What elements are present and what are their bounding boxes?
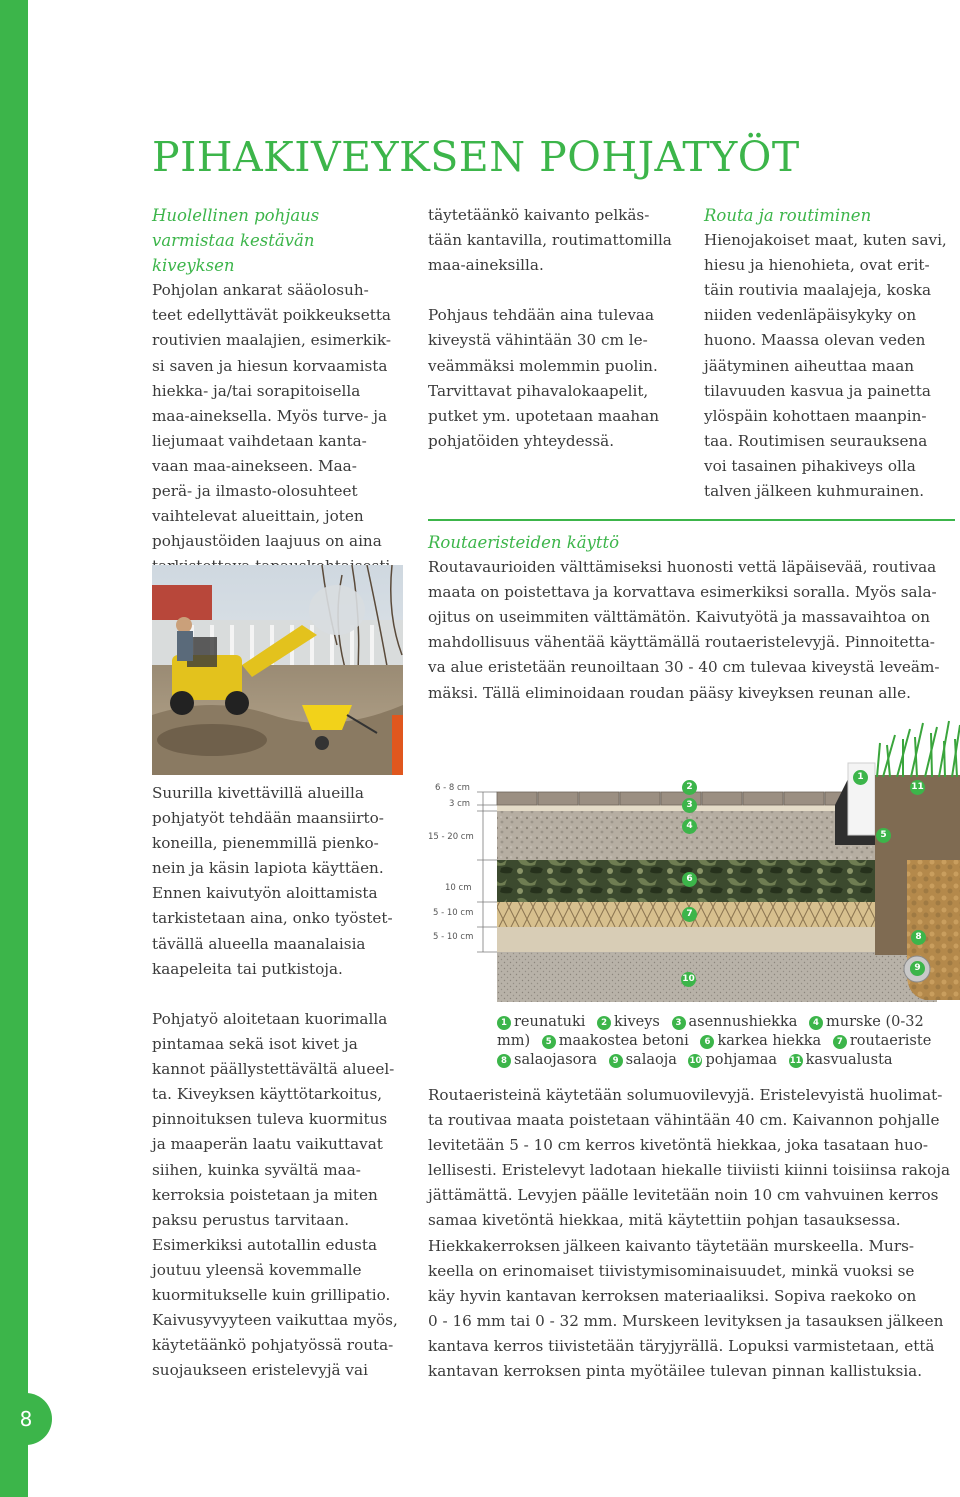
callout-9: 9 — [910, 961, 925, 976]
text-line: kantavan kerroksen pinta myötäilee tulevan pinnan kallistuksia. — [428, 1362, 923, 1381]
continued-column — [428, 203, 683, 454]
paving-cross-section-diagram — [425, 715, 960, 1005]
text-line: Suurilla kivettävillä alueilla — [152, 784, 364, 802]
insulation-procedure-text — [428, 1083, 954, 1384]
text-line: kantava kerros tiivistetään täryjyrällä. Lopuksi varmistetaan, että — [428, 1336, 935, 1355]
legend-item: 6 karkea hiekka — [700, 1033, 821, 1049]
text-line: perä- ja ilmasto-olosuhteet — [152, 482, 358, 501]
text-line: täytetäänkö kaivanto pelkäs- — [428, 206, 650, 224]
text-line: keella on erinomaiset tiivistymisominaisuudet, minkä vuoksi se — [428, 1261, 915, 1280]
legend-item: 10 pohjamaa — [689, 1052, 777, 1068]
text-line: ta. Kiveyksen käyttötarkoitus, — [152, 1085, 383, 1104]
text-line: maa-aineksella. Myös turve- ja — [152, 406, 388, 425]
text-line: talven jälkeen kuhmurainen. — [704, 482, 925, 501]
text-line: tään kantavilla, routimattomilla — [428, 231, 672, 250]
text-line: Pohjolan ankarat sääolosuh- — [152, 281, 369, 300]
text-line: tarkistetaan aina, onko työstet- — [152, 909, 393, 928]
page-title: PIHAKIVEYKSEN POHJATYÖT — [152, 133, 800, 181]
legend-item: 5 maakostea betoni — [542, 1033, 689, 1049]
text-line: routivien maalajien, esimerkik- — [152, 331, 392, 350]
text-line: kaapeleita tai putkistoja. — [152, 959, 343, 978]
callout-7: 7 — [682, 907, 697, 922]
text-line: tilavuuden kasvua ja painetta — [704, 381, 931, 400]
excavation-photo — [152, 565, 403, 775]
text-line: jättämättä. Levyjen päälle levitetään noin 10 cm vahvuinen kerros — [428, 1186, 939, 1205]
text-line: suojaukseen eristelevyjä vai — [152, 1361, 368, 1380]
text-line: mahdollisuus vähentää käyttämällä routaeristelevyjä. Pinnoitetta- — [428, 633, 935, 652]
text-line: vaihtelevat alueittain, joten — [152, 507, 364, 526]
dim-label: 3 cm — [449, 799, 471, 809]
text-line: pintamaa sekä isot kivet ja — [152, 1035, 358, 1054]
text-line: ta routivaa maata poistetaan vähintään 40 cm. Kaivannon pohjalle — [428, 1111, 940, 1130]
text-line: huono. Maassa olevan veden — [704, 331, 926, 350]
legend-item: 1 reunatuki — [497, 1014, 585, 1030]
text-line: Esimerkiksi autotallin edusta — [152, 1235, 377, 1254]
diagram-legend — [497, 1013, 959, 1070]
text-line: Kaivusyvyyteen vaikuttaa myös, — [152, 1311, 398, 1330]
text-line: Ennen kaivutyön aloittamista — [152, 884, 378, 903]
dim-label: 15 - 20 cm — [428, 832, 474, 842]
dim-label: 5 - 10 cm — [433, 932, 474, 942]
text-line: mäksi. Tällä eliminoidaan roudan pääsy kiveyksen reunan alle. — [428, 683, 911, 702]
page-edge-bar — [0, 0, 28, 1497]
callout-2: 2 — [682, 780, 697, 795]
intro-heading: Huolellinen pohjaus varmistaa kestävän kiveyksen — [152, 206, 320, 276]
text-line: täin routivia maalajeja, koska — [704, 281, 932, 300]
text-line: veämmäksi molemmin puolin. — [428, 356, 658, 375]
text-line: kuormitukselle kuin grillipatio. — [152, 1286, 391, 1305]
text-line: pohjatyöt tehdään maansiirto- — [152, 809, 384, 828]
text-line: Hiekkakerroksen jälkeen kaivanto täytetään murskeella. Murs- — [428, 1236, 915, 1255]
text-line: Pohjaus tehdään aina tulevaa — [428, 306, 655, 325]
legend-item: 11 kasvualusta — [789, 1052, 893, 1068]
callout-6: 6 — [682, 872, 697, 887]
callout-10: 10 — [681, 972, 696, 987]
dim-label: 10 cm — [445, 883, 472, 893]
text-line: käytetäänkö pohjatyössä routa- — [152, 1336, 394, 1355]
text-line: maata on poistettava ja korvattava esimerkiksi soralla. Myös sala- — [428, 583, 937, 602]
legend-item: 3 asennushiekka — [672, 1014, 798, 1030]
text-line: pinnoituksen tuleva kuormitus — [152, 1110, 388, 1129]
text-line: Tarvittavat pihavalokaapelit, — [428, 381, 649, 400]
legend-item: 7 routaeriste — [833, 1033, 931, 1049]
text-line: pohjatöiden yhteydessä. — [428, 431, 615, 450]
callout-3: 3 — [682, 798, 697, 813]
text-line: kiveystä vähintään 30 cm le- — [428, 331, 648, 350]
section-divider — [428, 519, 955, 521]
legend-item: 2 kiveys — [597, 1014, 660, 1030]
text-line: niiden vedenläpäisykyky on — [704, 306, 917, 325]
text-line: kannot päällystettävältä alueel- — [152, 1060, 395, 1079]
text-line: lellisesti. Eristelevyt ladotaan hiekalle tiiviisti kiinni toisiinsa rakoja — [428, 1161, 951, 1180]
text-line: Hienojakoiset maat, kuten savi, — [704, 231, 947, 250]
text-line: Routavaurioiden välttämiseksi huonosti vettä läpäisevää, routivaa — [428, 558, 937, 577]
text-line: si saven ja hiesun korvaamista — [152, 356, 388, 375]
text-line: levitetään 5 - 10 cm kerros kivetöntä hiekkaa, joka tasataan huo- — [428, 1136, 929, 1155]
text-line: hiesu ja hienohieta, ovat erit- — [704, 256, 930, 275]
text-line: pohjaustöiden laajuus on aina — [152, 532, 382, 551]
text-line: teet edellyttävät poikkeuksetta — [152, 306, 391, 325]
text-line: Routaeristeinä käytetään solumuovilevyjä. Eristelevyistä huolimat- — [428, 1086, 943, 1104]
dim-label: 6 - 8 cm — [435, 783, 470, 793]
callout-1: 1 — [853, 770, 868, 785]
text-line: 0 - 16 mm tai 0 - 32 mm. Murskeen levityksen ja tasauksen jälkeen — [428, 1311, 944, 1330]
text-line: joutuu yleensä kovemmalle — [152, 1260, 362, 1279]
text-line: liejumaat vaihdetaan kanta- — [152, 431, 367, 450]
callout-11: 11 — [910, 780, 925, 795]
photo-caption — [152, 781, 407, 982]
text-line: hiekka- ja/tai sorapitoisella — [152, 381, 361, 400]
text-line: ojitus on useimmiten välttämätön. Kaivutyötä ja massavaihtoa on — [428, 608, 931, 627]
text-line: maa-aineksilla. — [428, 256, 544, 275]
legend-item: 9 salaoja — [609, 1052, 677, 1068]
text-line: vaan maa-ainekseen. Maa- — [152, 456, 357, 475]
text-line: nein ja käsin lapiota käyttäen. — [152, 859, 384, 878]
insulation-heading: Routaeristeiden käyttö — [428, 533, 620, 552]
page-number: 8 — [0, 1393, 52, 1445]
text-line: paksu perustus tarvitaan. — [152, 1210, 350, 1229]
text-line: tävällä alueella maanalaisia — [152, 934, 366, 953]
intro-body — [152, 278, 407, 579]
text-line: va alue eristetään reunoiltaan 30 - 40 cm tulevaa kiveystä leveäm- — [428, 658, 940, 677]
intro-column — [152, 203, 407, 579]
text-line: käy hyvin kantavan kerroksen materiaaliksi. Sopiva raekoko on — [428, 1286, 917, 1305]
groundwork-text — [152, 1007, 407, 1383]
callout-5: 5 — [876, 828, 891, 843]
text-line: voi tasainen pihakiveys olla — [704, 456, 916, 475]
text-line: taa. Routimisen seurauksena — [704, 431, 928, 450]
text-line: samaa kivetöntä hiekkaa, mitä käytettiin pohjan tasauksessa. — [428, 1211, 901, 1230]
frost-heading: Routa ja routiminen — [704, 206, 872, 225]
text-line: koneilla, pienemmillä pienko- — [152, 834, 379, 853]
insulation-section — [428, 530, 954, 706]
text-line: kerroksia poistetaan ja miten — [152, 1185, 378, 1204]
text-line: Pohjatyö aloitetaan kuorimalla — [152, 1010, 388, 1028]
callout-4: 4 — [682, 819, 697, 834]
legend-item: 8 salaojasora — [497, 1052, 597, 1068]
text-line: jäätyminen aiheuttaa maan — [704, 356, 915, 375]
callout-8: 8 — [911, 930, 926, 945]
text-line: siihen, kuinka syvältä maa- — [152, 1160, 361, 1179]
text-line: ylöspäin kohottaen maanpin- — [704, 406, 927, 425]
legend-item: 4 murske (0-32 mm) — [497, 1014, 924, 1049]
dim-label: 5 - 10 cm — [433, 908, 474, 918]
frost-column — [704, 203, 959, 504]
text-line: putket ym. upotetaan maahan — [428, 406, 660, 425]
text-line: ja maaperän laatu vaikuttavat — [152, 1135, 383, 1154]
